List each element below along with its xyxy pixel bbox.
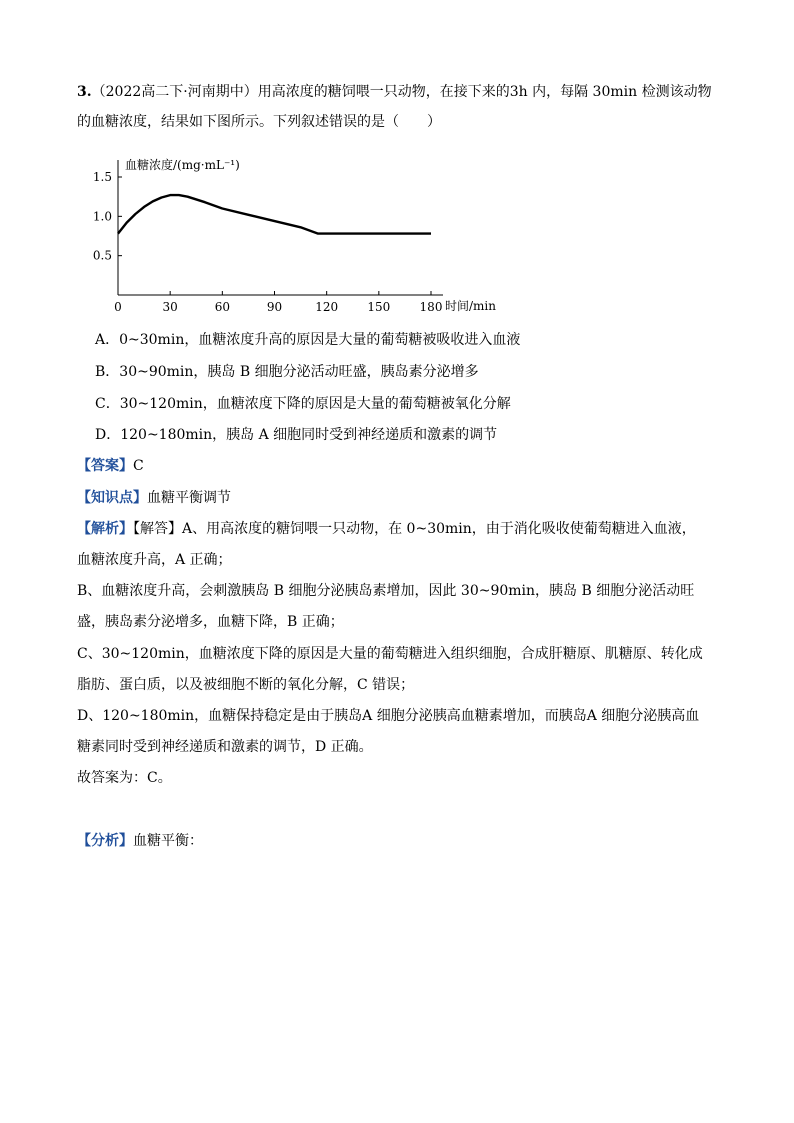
explanation-label: 【解析】 <box>77 521 133 537</box>
x-axis-label: 时间/min <box>445 299 496 313</box>
x-tick-label: 60 <box>214 300 230 314</box>
x-tick-label: 0 <box>114 300 122 314</box>
question-stem-line-1 <box>77 82 712 102</box>
question-source: （2022高二下·河南期中） <box>91 84 258 100</box>
option-b[interactable]: B．30~90min，胰岛 B 细胞分泌活动旺盛，胰岛素分泌增多 <box>95 364 479 380</box>
option-c[interactable]: C．30~120min，血糖浓度下降的原因是大量的葡萄糖被氧化分解 <box>95 396 511 412</box>
explanation-line-2: 血糖浓度升高，A 正确； <box>77 552 232 568</box>
answer-line <box>77 456 144 476</box>
x-tick-label: 120 <box>315 300 339 314</box>
x-tick-label: 150 <box>367 300 391 314</box>
chart-axes <box>118 160 443 295</box>
explanation-line-5: C、30~120min，血糖浓度下降的原因是大量的葡萄糖进入组织细胞，合成肝糖原、肌糖原、转化成 <box>77 646 703 662</box>
y-tick-label: 0.5 <box>92 248 112 263</box>
explanation-line-6: 脂肪、蛋白质，以及被细胞不断的氧化分解，C 错误； <box>77 677 415 693</box>
explanation-text: 【解答】A、用高浓度的糖饲喂一只动物，在 0~30min，由于消化吸收使葡萄糖进入血液， <box>133 521 696 537</box>
knowledge-value: 血糖平衡调节 <box>147 490 231 506</box>
glucose-series-line <box>118 195 431 234</box>
analysis-label: 【分析】 <box>77 833 133 849</box>
x-tick-label: 90 <box>266 300 283 314</box>
blood-glucose-chart <box>90 150 530 320</box>
analysis-line <box>77 831 203 851</box>
y-axis-label: 血糖浓度/(mg·mL⁻¹) <box>125 158 240 172</box>
answer-label: 【答案】 <box>77 458 133 474</box>
explanation-line-8: 糖素同时受到神经递质和激素的调节，D 正确。 <box>77 739 373 755</box>
explanation-line-4: 盛，胰岛素分泌增多，血糖下降，B 正确； <box>77 614 344 630</box>
x-tick-label: 180 <box>419 300 443 314</box>
explanation-line-9: 故答案为：C。 <box>77 770 172 786</box>
explanation-line-1 <box>77 519 696 539</box>
y-tick-label: 1.5 <box>92 170 112 184</box>
question-stem-line-2: 的血糖浓度，结果如下图所示。下列叙述错误的是（ ） <box>77 114 441 130</box>
question-stem-text: 用高浓度的糖饲喂一只动物，在接下来的3h 内，每隔 30min 检测该动物 <box>257 84 712 100</box>
explanation-line-7: D、120~180min，血糖保持稳定是由于胰岛A 细胞分泌胰高血糖素增加，而胰岛A 细胞分泌胰高血 <box>77 708 700 724</box>
option-a[interactable]: A．0~30min，血糖浓度升高的原因是大量的葡萄糖被吸收进入血液 <box>95 332 521 348</box>
explanation-line-3: B、血糖浓度升高，会刺激胰岛 B 细胞分泌胰岛素增加，因此 30~90min，胰岛 B 细胞分泌活动旺 <box>77 583 695 599</box>
x-tick-label: 30 <box>162 300 178 314</box>
analysis-value: 血糖平衡： <box>133 833 203 849</box>
chart-ticks <box>93 170 443 314</box>
option-d[interactable]: D．120~180min，胰岛 A 细胞同时受到神经递质和激素的调节 <box>95 427 498 443</box>
knowledge-line <box>77 488 231 508</box>
knowledge-label: 【知识点】 <box>77 490 147 506</box>
y-tick-label: 1.0 <box>92 209 112 224</box>
answer-value: C <box>133 458 144 474</box>
question-number: 3. <box>77 84 92 100</box>
